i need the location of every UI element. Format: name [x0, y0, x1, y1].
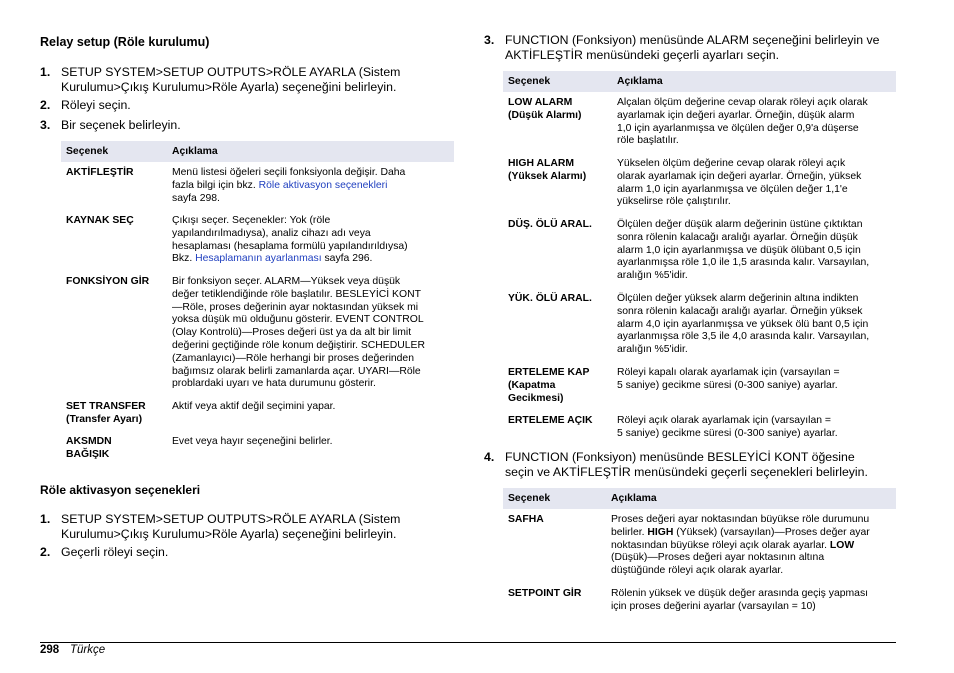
footer-divider	[40, 642, 896, 643]
subsection-title: Röle aktivasyon seçenekleri	[40, 483, 201, 497]
link-role-aktivasyon[interactable]: Röle aktivasyon seçenekleri	[258, 179, 388, 191]
table-header: Seçenek Açıklama	[503, 71, 896, 92]
footer-language: Türkçe	[70, 644, 106, 656]
table-header: Seçenek Açıklama	[503, 488, 896, 509]
link-hesaplama[interactable]: Hesaplamanın ayarlanması	[195, 253, 322, 265]
page-number: 298	[40, 644, 60, 656]
table-header: Seçenek Açıklama	[61, 141, 454, 162]
section-title: Relay setup (Röle kurulumu)	[40, 35, 210, 49]
